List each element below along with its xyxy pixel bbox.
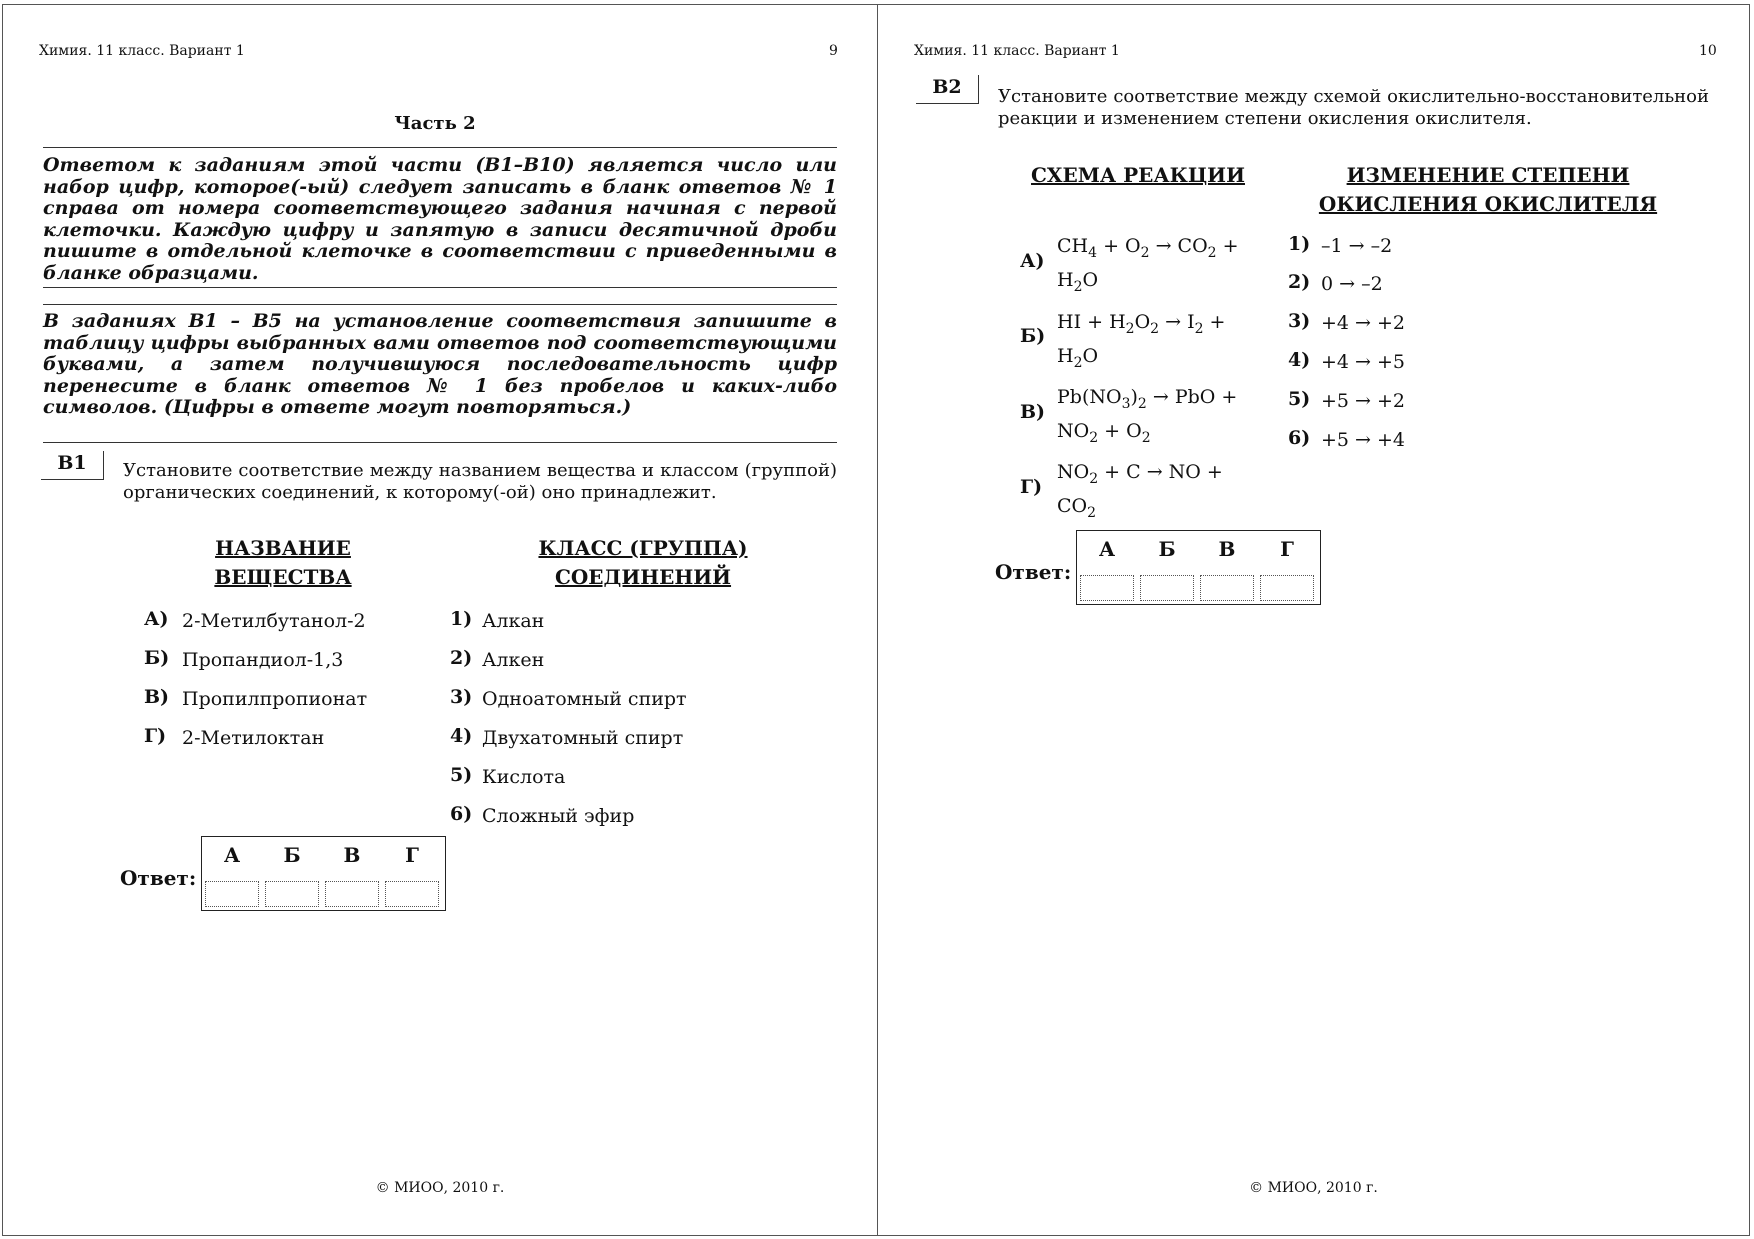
reaction-scheme: $CH_4 + O_2 \to CO_2$ + $H_2O$ [1057, 235, 1239, 295]
right-page [877, 4, 1750, 1236]
answer-column-header: Б [283, 843, 301, 867]
answer-table [201, 836, 446, 911]
answer-cell[interactable] [265, 881, 319, 907]
option-label: Б) [144, 647, 170, 669]
task-text: Установите соответствие между схемой окислительно-восстановительной реакции и изменением степени окисления окислителя. [998, 86, 1709, 129]
divider [43, 147, 837, 148]
answer-label: Ответ: [120, 866, 197, 890]
divider [43, 304, 837, 305]
reaction-scheme: $Pb(NO_3)_2$ → PbO + $NO_2 + O_2$ [1057, 386, 1238, 446]
option-label: 3) [1288, 310, 1311, 332]
divider [43, 442, 837, 443]
option-label: 3) [450, 686, 473, 708]
task-id-badge: В1 [41, 451, 104, 480]
section-title: Часть 2 [394, 113, 476, 134]
column-header-class: КЛАСС (ГРУППА) СОЕДИНЕНИЙ [538, 536, 748, 589]
reaction-scheme: $NO_2 + C$ → NO + $CO_2$ [1057, 461, 1223, 521]
page-header: Химия. 11 класс. Вариант 1 [914, 43, 1120, 59]
option-label: 1) [450, 608, 473, 630]
task-id-badge: В2 [916, 75, 979, 104]
class-name: Двухатомный спирт [482, 727, 684, 749]
answer-cell[interactable] [385, 881, 439, 907]
oxidation-change: +4 → +2 [1321, 312, 1406, 334]
answer-cell[interactable] [1140, 575, 1194, 601]
oxidation-change: +4 → +5 [1321, 351, 1406, 373]
answer-column-header: В [1218, 537, 1236, 561]
answer-column-header: Г [1280, 537, 1294, 561]
instruction-general: Ответом к заданиям этой части (В1–В10) является число или набор цифр, которое(-ый) следует записать в бланк ответов № 1 справа от номера соответствующего задания начиная с первой клеточки. Каждую цифру и запятую в записи десятичной дроби пишите в отдельной клеточке в соответствии с приведенными в бланке образцами. [43, 154, 837, 284]
reaction-scheme: HI + $H_2O_2 \to I_2$ + $H_2O$ [1057, 311, 1226, 371]
class-name: Одноатомный спирт [482, 688, 687, 710]
left-page [2, 4, 878, 1236]
option-label: В) [1020, 401, 1046, 423]
oxidation-change: +5 → +2 [1321, 390, 1406, 412]
option-label: 1) [1288, 233, 1311, 255]
column-header-oxidation-change: ИЗМЕНЕНИЕ СТЕПЕНИ ОКИСЛЕНИЯ ОКИСЛИТЕЛЯ [1318, 163, 1658, 216]
answer-table [1076, 530, 1321, 605]
answer-cell[interactable] [1260, 575, 1314, 601]
option-label: Г) [144, 725, 167, 747]
oxidation-change: +5 → +4 [1321, 429, 1406, 451]
option-label: Б) [1020, 325, 1046, 347]
option-label: А) [1020, 250, 1045, 272]
answer-cell[interactable] [1080, 575, 1134, 601]
option-label: 6) [450, 803, 473, 825]
answer-cell[interactable] [205, 881, 259, 907]
class-name: Алкен [482, 649, 545, 671]
task-text: Установите соответствие между названием вещества и классом (группой) органических соединений, к которому(-ой) оно принадлежит. [123, 460, 837, 503]
class-name: Кислота [482, 766, 566, 788]
answer-cell[interactable] [325, 881, 379, 907]
page-footer: © МИОО, 2010 г. [1249, 1180, 1378, 1196]
page-number: 9 [829, 43, 838, 59]
class-name: Сложный эфир [482, 805, 635, 827]
column-header-substance: НАЗВАНИЕ ВЕЩЕСТВА [214, 536, 352, 589]
option-label: В) [144, 686, 170, 708]
option-label: 5) [1288, 388, 1311, 410]
substance-name: Пропилпропионат [182, 688, 368, 710]
page-header: Химия. 11 класс. Вариант 1 [39, 43, 245, 59]
answer-column-header: А [223, 843, 241, 867]
divider [43, 287, 837, 288]
option-label: 2) [450, 647, 473, 669]
oxidation-change: 0 → –2 [1321, 273, 1383, 295]
page-number: 10 [1699, 43, 1717, 59]
instruction-matching: В заданиях В1 – В5 на установление соответствия запишите в таблицу цифры выбранных вами ответов под соответствующими буквами, а затем получившуюся последовательность цифр перенесите в бланк ответов № 1 без пробелов и каких-либо символов. (Цифры в ответе могут повторяться.) [43, 310, 837, 418]
option-label: 2) [1288, 271, 1311, 293]
option-label: А) [144, 608, 169, 630]
substance-name: 2-Метилоктан [182, 727, 325, 749]
answer-column-header: Г [405, 843, 419, 867]
answer-column-header: В [343, 843, 361, 867]
class-name: Алкан [482, 610, 545, 632]
answer-cell[interactable] [1200, 575, 1254, 601]
option-label: 5) [450, 764, 473, 786]
substance-name: 2-Метилбутанол-2 [182, 610, 366, 632]
answer-column-header: Б [1158, 537, 1176, 561]
page-footer: © МИОО, 2010 г. [375, 1180, 505, 1196]
option-label: 4) [1288, 349, 1311, 371]
option-label: 6) [1288, 427, 1311, 449]
oxidation-change: –1 → –2 [1321, 235, 1393, 257]
substance-name: Пропандиол-1,3 [182, 649, 344, 671]
answer-column-header: А [1098, 537, 1116, 561]
option-label: Г) [1020, 476, 1043, 498]
column-header-reaction: СХЕМА РЕАКЦИИ [1031, 163, 1245, 187]
option-label: 4) [450, 725, 473, 747]
answer-label: Ответ: [995, 560, 1072, 584]
